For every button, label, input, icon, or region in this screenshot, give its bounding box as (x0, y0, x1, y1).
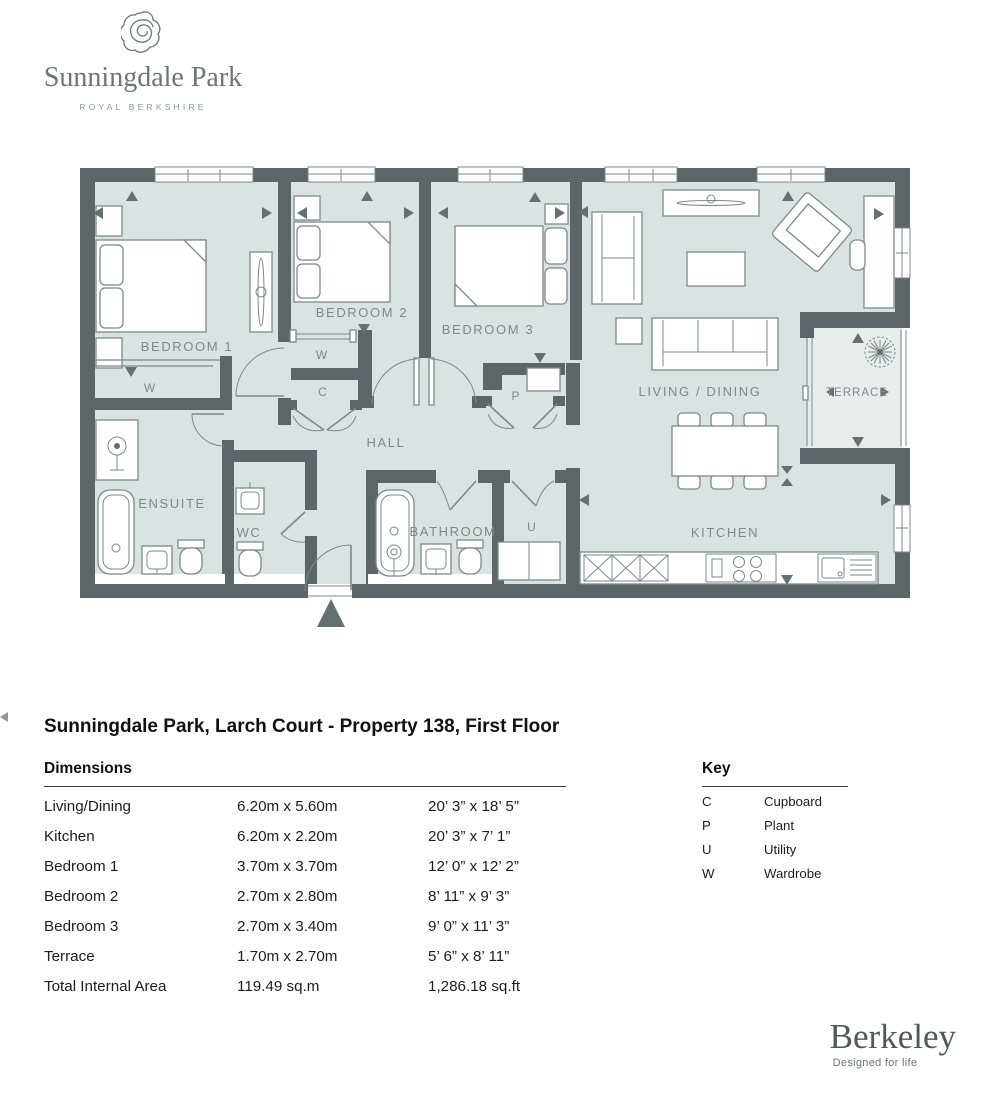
metric-size: 119.49 sq.m (237, 977, 320, 995)
sofa-icon (652, 318, 778, 370)
room-label-kitchen: KITCHEN (690, 525, 760, 540)
berkeley-tagline: Designed for life (832, 1056, 918, 1069)
clipped-edge-arrow (0, 712, 8, 722)
table-row (44, 941, 566, 971)
sofa-icon (592, 212, 642, 304)
table-row (44, 821, 566, 851)
metric-size: 2.70m x 3.40m (237, 917, 338, 935)
key-row (702, 837, 848, 861)
room-label-wc: WC (236, 525, 262, 540)
developer-logo (38, 10, 248, 112)
key-rows (702, 789, 848, 885)
entrance-arrow (317, 599, 345, 627)
metric-size: 6.20m x 5.60m (237, 797, 338, 815)
bathtub-icon (98, 490, 134, 574)
window (894, 228, 910, 278)
imperial-size: 20’ 3” x 7’ 1” (428, 827, 511, 845)
imperial-size: 8’ 11” x 9’ 3” (428, 887, 510, 905)
key-heading: Key (702, 760, 848, 787)
room-label-terrace: TERRACE (826, 387, 888, 399)
metric-size: 6.20m x 2.20m (237, 827, 338, 845)
key-section (702, 760, 848, 885)
room-name: Bedroom 3 (44, 917, 119, 935)
window (308, 167, 375, 182)
berkeley-logo (830, 1018, 956, 1069)
room-name: Bedroom 1 (44, 857, 119, 875)
room-label-bedroom3: BEDROOM 3 (441, 322, 535, 337)
dimensions-heading: Dimensions (44, 760, 566, 787)
room-label-hall: HALL (366, 435, 406, 450)
room-label-plant: P (511, 389, 521, 403)
imperial-size: 1,286.18 sq.ft (428, 977, 521, 995)
room-label-wardrobe1: W (143, 381, 157, 395)
plant-unit (527, 368, 560, 391)
window (605, 167, 677, 182)
key-label: Cupboard (764, 793, 822, 809)
brand-tagline: ROYAL BERKSHIRE (79, 102, 207, 112)
page-title: Sunningdale Park, Larch Court - Property 138, First Floor (44, 716, 560, 737)
metric-size: 2.70m x 2.80m (237, 887, 338, 905)
table-row (44, 851, 566, 881)
room-label-bathroom: BATHROOM (409, 524, 497, 539)
dining-table-icon (672, 413, 778, 489)
key-row (702, 861, 848, 885)
window (894, 505, 910, 552)
bed-icon (294, 222, 390, 302)
brand-name: Sunningdale Park (43, 62, 243, 93)
toilet-icon (457, 540, 483, 574)
tv-unit-icon (663, 190, 759, 216)
dimensions-rows (44, 791, 566, 1001)
floorplan-drawing (0, 160, 1000, 655)
imperial-size: 12’ 0” x 12’ 2” (428, 857, 519, 875)
key-label: Wardrobe (764, 865, 822, 881)
room-name: Living/Dining (44, 797, 131, 815)
coffee-table-icon (687, 252, 745, 286)
key-code: U (702, 841, 712, 857)
key-label: Utility (764, 841, 797, 857)
room-label-bedroom1: BEDROOM 1 (140, 339, 234, 354)
toilet-icon (237, 542, 263, 576)
window (458, 167, 523, 182)
sink-icon (421, 544, 451, 575)
rose-icon (121, 10, 165, 58)
bedside-table-icon (96, 338, 122, 368)
table-row (44, 911, 566, 941)
kitchen-units (580, 552, 878, 584)
key-code: W (702, 865, 715, 881)
metric-size: 3.70m x 3.70m (237, 857, 338, 875)
mirror-icon (250, 252, 272, 332)
room-name: Total Internal Area (44, 977, 167, 995)
room-label-living: LIVING / DINING (638, 384, 762, 399)
metric-size: 1.70m x 2.70m (237, 947, 338, 965)
room-name: Kitchen (44, 827, 95, 845)
imperial-size: 20’ 3” x 18’ 5” (428, 797, 519, 815)
table-row (44, 881, 566, 911)
window (155, 167, 253, 182)
table-row (44, 791, 566, 821)
sink-icon (142, 546, 172, 574)
window (757, 167, 825, 182)
key-row (702, 813, 848, 837)
shower-icon (96, 420, 138, 480)
room-label-bedroom2: BEDROOM 2 (315, 305, 409, 320)
room-label-utility: U (527, 520, 537, 534)
imperial-size: 9’ 0” x 11’ 3” (428, 917, 510, 935)
key-code: P (702, 817, 711, 833)
room-label-wardrobe2: W (315, 348, 329, 362)
bed-icon (96, 240, 206, 332)
key-label: Plant (764, 817, 795, 833)
room-name: Bedroom 2 (44, 887, 119, 905)
room-label-ensuite: ENSUITE (138, 496, 206, 511)
side-table-icon (616, 318, 642, 344)
berkeley-wordmark: Berkeley (829, 1017, 956, 1056)
toilet-icon (178, 540, 204, 574)
key-row (702, 789, 848, 813)
table-row (44, 971, 566, 1001)
imperial-size: 5’ 6” x 8’ 11” (428, 947, 510, 965)
key-code: C (702, 793, 712, 809)
kitchen-counter (580, 552, 878, 584)
bathtub-icon (376, 490, 414, 576)
dimensions-section (44, 760, 566, 1001)
room-label-cupboard: C (318, 385, 328, 399)
utility-storage (498, 542, 560, 580)
room-name: Terrace (44, 947, 95, 965)
